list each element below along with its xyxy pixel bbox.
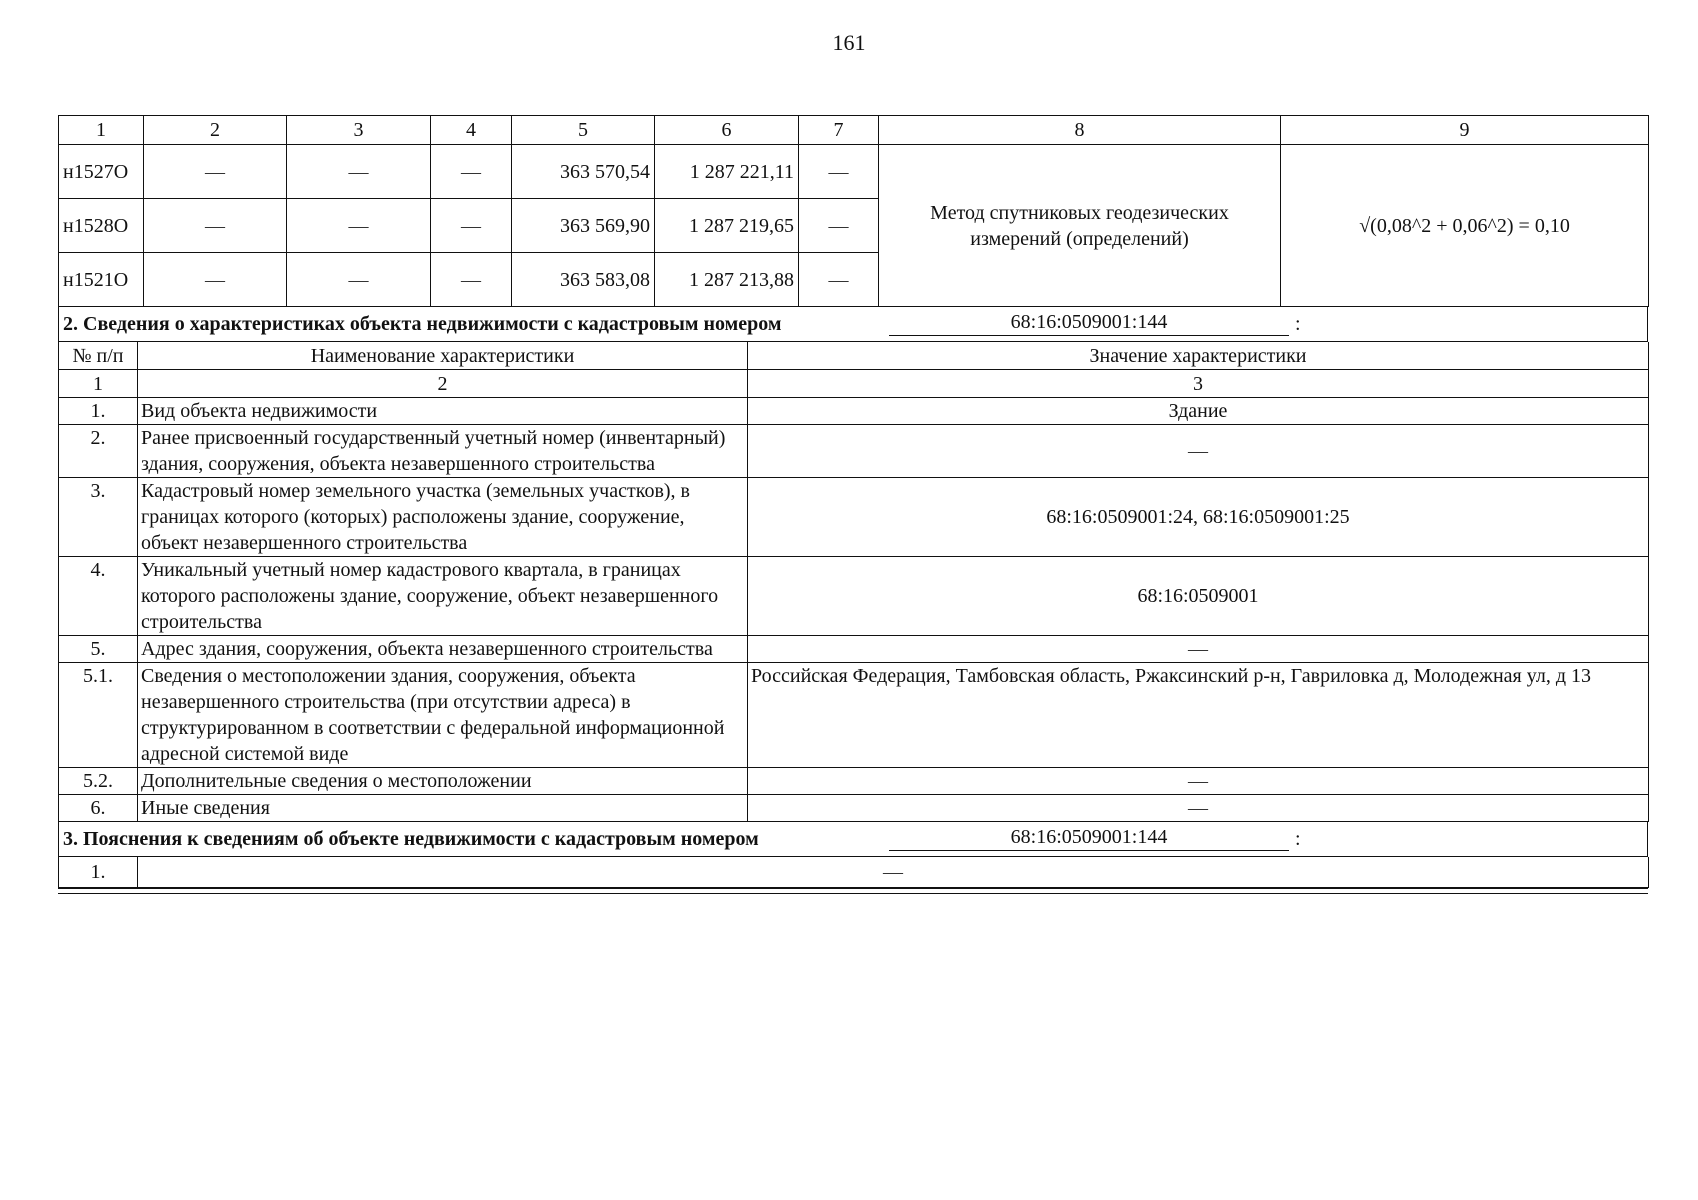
section3-cadastral-number: 68:16:0509001:144	[889, 824, 1289, 851]
coords-col-header: 8	[879, 116, 1281, 145]
dash-cell: —	[799, 145, 879, 199]
point-name: н1528О	[59, 199, 144, 253]
method-cell: Метод спутниковых геодезических измерений (определений)	[879, 145, 1281, 307]
row-number: 3.	[59, 478, 138, 557]
characteristic-value: —	[748, 768, 1649, 795]
col-number: 3	[748, 370, 1649, 398]
table-row	[59, 557, 1649, 636]
characteristic-name: Сведения о местоположении здания, сооружения, объекта незавершенного строительства (при отсутствии адреса) в структурированном в соответствии с федеральной информационной адресной системой виде	[138, 663, 748, 768]
characteristic-name: Кадастровый номер земельного участка (земельных участков), в границах которого (которых) расположены здание, сооружение, объект незавершенного строительства	[138, 478, 748, 557]
dash-cell: —	[144, 199, 287, 253]
accuracy-cell: √(0,08^2 + 0,06^2) = 0,10	[1281, 145, 1649, 307]
section2-colon: :	[1295, 313, 1301, 335]
table-row	[59, 636, 1649, 663]
chars-header-row	[59, 342, 1649, 370]
characteristics-table	[58, 342, 1649, 822]
row-number: 5.2.	[59, 768, 138, 795]
notes-table	[58, 857, 1649, 888]
characteristic-name: Адрес здания, сооружения, объекта незавершенного строительства	[138, 636, 748, 663]
section2-title-cell	[59, 307, 1648, 342]
characteristic-value: —	[748, 425, 1649, 478]
table-row	[59, 768, 1649, 795]
dash-cell: —	[144, 145, 287, 199]
coords-col-header: 6	[655, 116, 799, 145]
section2-cadastral-number: 68:16:0509001:144	[889, 309, 1289, 336]
coords-col-header: 7	[799, 116, 879, 145]
section2-title: 2. Сведения о характеристиках объекта недвижимости с кадастровым номером	[63, 313, 782, 335]
characteristic-value: Российская Федерация, Тамбовская область, Ржаксинский р-н, Гавриловка д, Молодежная ул, д 13	[748, 663, 1649, 768]
coords-header-row	[59, 116, 1649, 145]
table-row	[59, 145, 1649, 199]
characteristic-value: —	[748, 795, 1649, 822]
dash-cell: —	[431, 145, 512, 199]
dash-cell: —	[287, 199, 431, 253]
table-row	[59, 663, 1649, 768]
coord-y: 1 287 213,88	[655, 253, 799, 307]
page-number: 161	[832, 30, 866, 55]
note-value: —	[138, 857, 1649, 888]
characteristic-value: 68:16:0509001	[748, 557, 1649, 636]
coord-x: 363 570,54	[512, 145, 655, 199]
document-body	[58, 115, 1648, 894]
coords-col-header: 5	[512, 116, 655, 145]
dash-cell: —	[287, 253, 431, 307]
col-header-value: Значение характеристики	[748, 342, 1649, 370]
characteristic-name: Вид объекта недвижимости	[138, 398, 748, 425]
coord-y: 1 287 219,65	[655, 199, 799, 253]
row-number: 5.	[59, 636, 138, 663]
row-number: 2.	[59, 425, 138, 478]
coord-x: 363 583,08	[512, 253, 655, 307]
point-name: н1527О	[59, 145, 144, 199]
coords-col-header: 3	[287, 116, 431, 145]
col-number: 2	[138, 370, 748, 398]
chars-colnum-row	[59, 370, 1649, 398]
section3-title: 3. Пояснения к сведениям об объекте недвижимости с кадастровым номером	[63, 828, 759, 850]
dash-cell: —	[287, 145, 431, 199]
characteristic-value: Здание	[748, 398, 1649, 425]
row-number: 6.	[59, 795, 138, 822]
characteristic-name: Уникальный учетный номер кадастрового квартала, в границах которого расположены здание, сооружение, объект незавершенного строительства	[138, 557, 748, 636]
characteristic-value: —	[748, 636, 1649, 663]
table-row	[59, 425, 1649, 478]
coords-col-header: 4	[431, 116, 512, 145]
section3-title-table	[58, 822, 1648, 857]
dash-cell: —	[799, 199, 879, 253]
row-number: 1.	[59, 398, 138, 425]
row-number: 1.	[59, 857, 138, 888]
coords-col-header: 1	[59, 116, 144, 145]
characteristic-name: Дополнительные сведения о местоположении	[138, 768, 748, 795]
section3-title-cell	[59, 822, 1648, 857]
characteristic-name: Иные сведения	[138, 795, 748, 822]
section3-colon: :	[1295, 828, 1301, 850]
table-row	[59, 478, 1649, 557]
dash-cell: —	[431, 253, 512, 307]
coords-col-header: 2	[144, 116, 287, 145]
coords-col-header: 9	[1281, 116, 1649, 145]
col-header-num: № п/п	[59, 342, 138, 370]
characteristic-name: Ранее присвоенный государственный учетный номер (инвентарный) здания, сооружения, объекта незавершенного строительства	[138, 425, 748, 478]
section2-title-table	[58, 307, 1648, 342]
dash-cell: —	[431, 199, 512, 253]
col-number: 1	[59, 370, 138, 398]
dash-cell: —	[799, 253, 879, 307]
table-row	[59, 398, 1649, 425]
row-number: 5.1.	[59, 663, 138, 768]
coord-x: 363 569,90	[512, 199, 655, 253]
row-number: 4.	[59, 557, 138, 636]
coordinates-table	[58, 115, 1649, 307]
point-name: н1521О	[59, 253, 144, 307]
col-header-name: Наименование характеристики	[138, 342, 748, 370]
dash-cell: —	[144, 253, 287, 307]
coord-y: 1 287 221,11	[655, 145, 799, 199]
characteristic-value: 68:16:0509001:24, 68:16:0509001:25	[748, 478, 1649, 557]
table-row	[59, 857, 1649, 888]
bottom-rule	[58, 888, 1648, 894]
table-row	[59, 795, 1649, 822]
